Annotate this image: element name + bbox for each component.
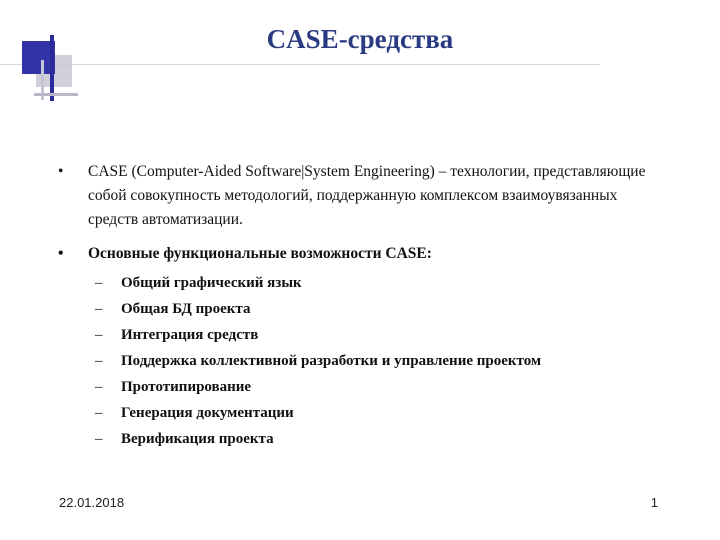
dash-marker: –	[95, 327, 103, 343]
dash-marker: –	[95, 275, 103, 291]
dash-marker: –	[95, 379, 103, 395]
bullet-item	[58, 160, 648, 232]
dash-marker: –	[95, 405, 103, 421]
bullet-text: CASE (Computer-Aided Software|System Engineering) – технологии, представляющие собой совокупность методологий, поддержанную комплексом взаимоувязанных средств автоматизации.	[88, 163, 646, 228]
sub-list-item: – Прототипирование	[58, 374, 658, 400]
decorative-line	[34, 93, 78, 96]
sub-list-item: – Интеграция средств	[58, 322, 658, 348]
decorative-line	[0, 64, 600, 65]
dash-marker: –	[95, 301, 103, 317]
footer-date: 22.01.2018	[59, 495, 125, 510]
sub-list	[58, 270, 658, 452]
dash-marker: –	[95, 353, 103, 369]
dash-marker: –	[95, 431, 103, 447]
sub-list-item: – Общая БД проекта	[58, 296, 658, 322]
bullet-item	[58, 242, 658, 266]
bullet-text: Основные функциональные возможности CASE:	[88, 245, 432, 262]
bullet-marker: •	[58, 163, 64, 180]
sub-list-item: – Верификация проекта	[58, 426, 658, 452]
page-number: 1	[650, 495, 658, 510]
decorative-corner-graphic	[0, 0, 140, 110]
slide-title: CASE-средства	[266, 24, 454, 54]
slide-content	[58, 160, 658, 452]
sub-list-item: – Генерация документации	[58, 400, 658, 426]
sub-list-item: – Поддержка коллективной разработки и управление проектом	[58, 348, 658, 374]
bullet-marker: •	[58, 245, 64, 262]
sub-list-item: – Общий графический язык	[58, 270, 658, 296]
